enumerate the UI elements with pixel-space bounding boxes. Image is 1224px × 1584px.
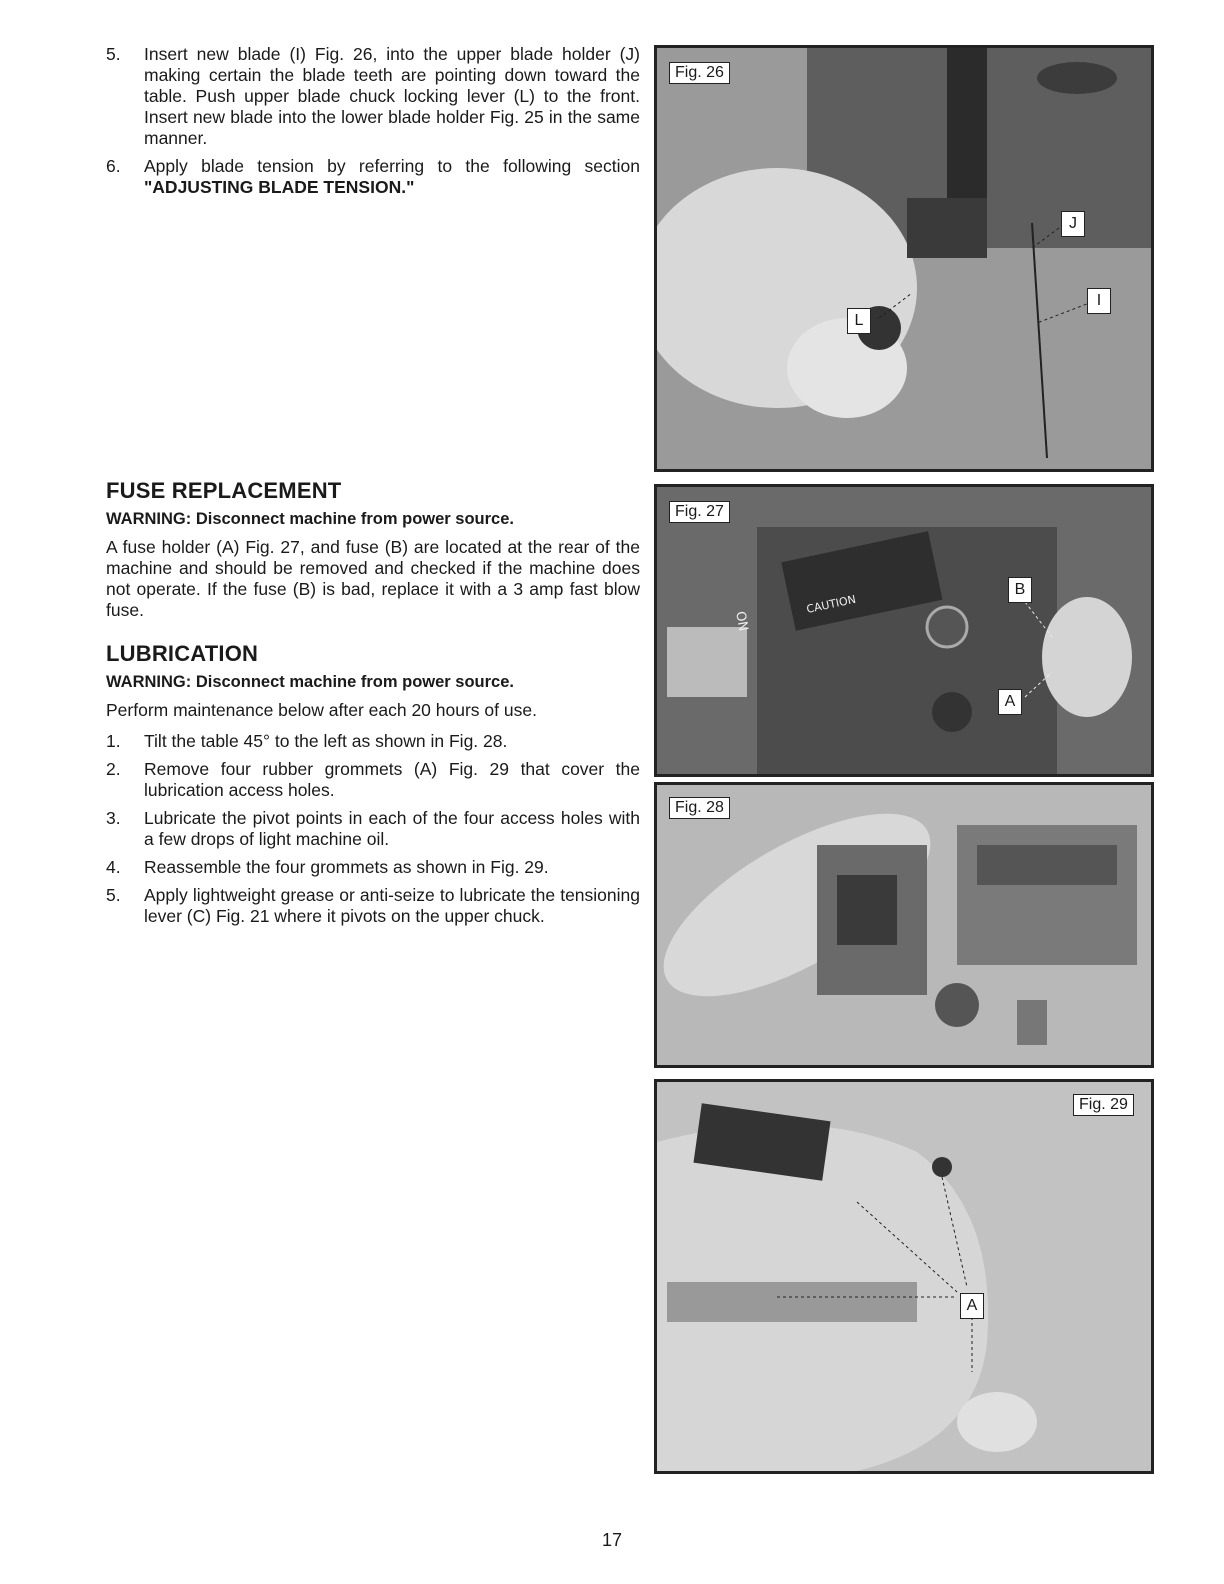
- fig28-label: Fig. 28: [669, 797, 730, 819]
- fig27-illustration: [657, 487, 1151, 774]
- step-number: 6.: [106, 156, 121, 176]
- figure-28: [654, 782, 1154, 1068]
- step-number: 2.: [106, 759, 121, 779]
- fig26-label: Fig. 26: [669, 62, 730, 84]
- list-item: [106, 156, 640, 198]
- list-item: [106, 731, 640, 752]
- step-text: Lubricate the pivot points in each of the four access holes with a few drops of light machine oil.: [144, 808, 640, 849]
- fig27-label: Fig. 27: [669, 501, 730, 523]
- fig29-label: Fig. 29: [1073, 1094, 1134, 1116]
- list-item: [106, 44, 640, 149]
- step-number: 3.: [106, 808, 121, 828]
- step-number: 4.: [106, 857, 121, 877]
- fig29-illustration: [657, 1082, 1151, 1471]
- lubrication-warning: WARNING: Disconnect machine from power source.: [106, 673, 514, 691]
- step-text: Remove four rubber grommets (A) Fig. 29 that cover the lubrication access holes.: [144, 759, 640, 800]
- lubrication-heading: LUBRICATION: [106, 641, 259, 666]
- step-text: Apply blade tension by referring to the following section: [144, 156, 640, 176]
- step-number: 5.: [106, 44, 121, 64]
- list-item: [106, 885, 640, 927]
- figure-26: [654, 45, 1154, 472]
- callout-l: L: [847, 308, 871, 334]
- callout-a: A: [998, 689, 1022, 715]
- step-text: Insert new blade (I) Fig. 26, into the upper blade holder (J) making certain the blade teeth are pointing down toward the table. Push upper blade chuck locking lever (L) to the front. Insert new blade into the lower blade holder Fig. 25 in the same manner.: [144, 44, 640, 148]
- fuse-section: [106, 478, 640, 631]
- figure-27: [654, 484, 1154, 777]
- step-bold-ref: "ADJUSTING BLADE TENSION.": [144, 177, 415, 197]
- list-item: [106, 857, 640, 878]
- lubrication-section: [106, 641, 640, 934]
- callout-j: J: [1061, 211, 1085, 237]
- fuse-warning: WARNING: Disconnect machine from power source.: [106, 510, 514, 528]
- fig28-illustration: [657, 785, 1151, 1065]
- step-number: 5.: [106, 885, 121, 905]
- fuse-heading: FUSE REPLACEMENT: [106, 478, 342, 503]
- callout-i: I: [1087, 288, 1111, 314]
- step-text: Apply lightweight grease or anti-seize to lubricate the tensioning lever (C) Fig. 21 where it pivots on the upper chuck.: [144, 885, 640, 926]
- callout-b: B: [1008, 577, 1032, 603]
- step-text: Tilt the table 45° to the left as shown in Fig. 28.: [144, 731, 508, 751]
- step-text: Reassemble the four grommets as shown in Fig. 29.: [144, 857, 549, 877]
- fuse-text: A fuse holder (A) Fig. 27, and fuse (B) are located at the rear of the machine and should be removed and checked if the machine does not operate. If the fuse (B) is bad, replace it with a 3 amp fast blow fuse.: [106, 537, 640, 620]
- top-steps: [106, 44, 640, 205]
- list-item: [106, 759, 640, 801]
- fig27-caution-text: CAUTION: [805, 592, 857, 616]
- fig26-illustration: [657, 48, 1151, 469]
- lubrication-intro: Perform maintenance below after each 20 hours of use.: [106, 700, 537, 720]
- page-number: 17: [601, 1530, 623, 1550]
- fig27-on-text: ON: [732, 610, 751, 633]
- figure-29: [654, 1079, 1154, 1474]
- step-number: 1.: [106, 731, 121, 751]
- list-item: [106, 808, 640, 850]
- callout-a: A: [960, 1293, 984, 1319]
